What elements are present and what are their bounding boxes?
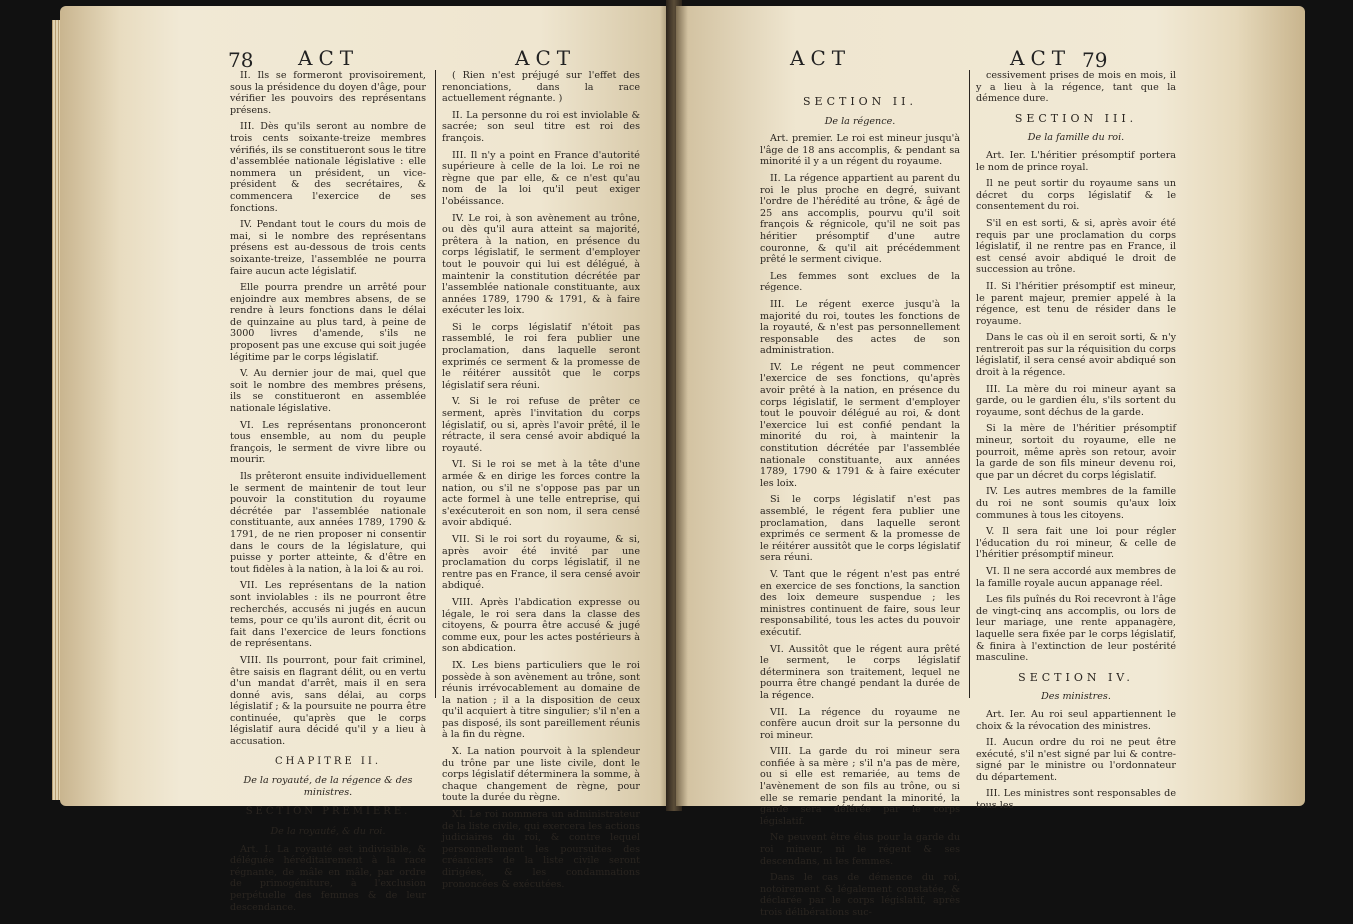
right-page xyxy=(676,6,1305,918)
paragraph: VIII. La garde du roi mineur sera confiée à sa mère ; s'il n'a pas de mère, ou si elle est remariée, au tems de l'avènement de son fils au trône, ou si elle se remarie pendant la minorité, la garde sera déférée par le corps législatif. xyxy=(760,746,960,827)
paragraph: Si le corps législatif n'étoit pas rassemblé, le roi fera publier une proclamation, dans laquelle seront exprimés ce serment & la promesse de le réitérer aussitôt que le corps législatif sera réuni. xyxy=(442,321,640,391)
paragraph: VI. Les représentans prononceront tous ensemble, au nom du peuple françois, le serment de vivre libre ou mourir. xyxy=(230,419,426,466)
paragraph: V. Au dernier jour de mai, quel que soit le nombre des membres présens, ils se constitueront en assemblée nationale législative. xyxy=(230,368,426,415)
paragraph: IV. Le régent ne peut commencer l'exercice de ses fonctions, qu'après avoir prêté à la nation, en présence du corps législatif, le serment d'employer tout le pouvoir délégué au roi, & dont l'exercice lui est confié pendant la minorité du roi, à maintenir la constitution décrétée par l'assemblée nationale constituante, aux années 1789, 1790 & 1791 & à faire exécuter les loix. xyxy=(760,361,960,489)
paragraph: Art. Ier. Au roi seul appartiennent le choix & la révocation des ministres. xyxy=(976,708,1176,732)
paragraph: V. Il sera fait une loi pour régler l'éducation du roi mineur, & celle de l'héritier présomptif mineur. xyxy=(976,526,1176,561)
running-head-2: ACT xyxy=(1010,46,1072,70)
paragraph: VI. Aussitôt que le régent aura prêté le serment, le corps législatif déterminera son traitement, lequel ne pourra être changé pendant la durée de la régence. xyxy=(760,643,960,701)
paragraph: II. Si l'héritier présomptif est mineur, le parent majeur, premier appelé à la régence, est tenu de résider dans le royaume. xyxy=(976,280,1176,327)
paragraph: II. La régence appartient au parent du roi le plus proche en degré, suivant l'ordre de l'hérédité au trône, & âgé de 25 ans accomplis, pourvu qu'il soit françois & régnicole, qu'il ne soit pas héritier présomptif d'une autre couronne, & qu'il ait précédemment prêté le serment civique. xyxy=(760,172,960,266)
paragraph: ( Rien n'est préjugé sur l'effet des renonciations, dans la race actuellement régnante. ) xyxy=(442,70,640,105)
page-number: 78 xyxy=(228,48,254,72)
right-column-1 xyxy=(760,88,960,924)
paragraph: Si la mère de l'héritier présomptif mineur, sortoit du royaume, elle ne pourroit, même après son retour, avoir la garde de son fils mineur devenu roi, que par un décret du corps législatif. xyxy=(976,423,1176,481)
paragraph: cessivement prises de mois en mois, il y a lieu à la régence, tant que la démence dure. xyxy=(976,70,1176,105)
paragraph: IV. Le roi, à son avènement au trône, ou dès qu'il aura atteint sa majorité, prêtera à la nation, en présence du corps législatif, le serment d'employer tout le pouvoir qui lui est délégué, à maintenir la constitution décrétée par l'assemblée nationale constituante, aux années 1789, 1790 & 1791, & à faire exécuter les loix. xyxy=(442,212,640,317)
section-title: SECTION IV. xyxy=(1018,670,1134,684)
paragraph: VIII. Ils pourront, pour fait criminel, être saisis en flagrant délit, ou en vertu d'un mandat d'arrêt, mais il en sera donné avis, sans délai, au corps législatif ; & la poursuite ne pourra être continuée, qu'après que le corps législatif aura décidé qu'il y a lieu à accusation. xyxy=(230,654,426,748)
paragraph: Art. Ier. L'héritier présomptif portera le nom de prince royal. xyxy=(976,149,1176,173)
paragraph: III. Les ministres sont responsables de tous les xyxy=(976,788,1176,812)
paragraph: VI. Si le roi se met à la tête d'une armée & en dirige les forces contre la nation, ou s'il ne s'oppose pas par un acte formel à une telle entreprise, qui s'exécuteroit en son nom, il sera censé avoir abdiqué. xyxy=(442,459,640,529)
paragraph: II. La personne du roi est inviolable & sacrée; son seul titre est roi des françois. xyxy=(442,109,640,144)
paragraph: IV. Les autres membres de la famille du roi ne sont soumis qu'aux loix communes à tous les citoyens. xyxy=(976,486,1176,521)
chapter-title: CHAPITRE II. xyxy=(274,755,382,767)
column-rule xyxy=(435,70,436,698)
paragraph: VI. Il ne sera accordé aux membres de la famille royale aucun appanage réel. xyxy=(976,565,1176,589)
right-column-2 xyxy=(976,70,1176,817)
section-title: SECTION PREMIERE. xyxy=(245,806,411,818)
paragraph: S'il en est sorti, & si, après avoir été requis par une proclamation du corps législatif, il ne rentre pas en France, il est censé avoir abdiqué le droit de succession au trône. xyxy=(976,217,1176,276)
chapter-subtitle: De la royauté, de la régence & des ministres. xyxy=(243,775,413,798)
running-head: ACT xyxy=(298,46,360,70)
section-subtitle: Des ministres. xyxy=(1041,691,1111,703)
paragraph: Il ne peut sortir du royaume sans un décret du corps législatif & le consentement du roi. xyxy=(976,178,1176,213)
paragraph: IV. Pendant tout le cours du mois de mai, si le nombre des représentans présens est au-dessous de trois cents soixante-treize, l'assemblée ne pourra faire aucun acte législatif. xyxy=(230,219,426,277)
paragraph: Art. premier. Le roi est mineur jusqu'à l'âge de 18 ans accomplis, & pendant sa minorité il y a un régent du royaume. xyxy=(760,133,960,168)
paragraph: Art. I. La royauté est indivisible, & déléguée héréditairement à la race régnante, de mâle en mâle, par ordre de primogéniture, à l'exclusion perpétuelle des femmes & de leur descendance. xyxy=(230,843,426,913)
paragraph: Elle pourra prendre un arrêté pour enjoindre aux membres absens, de se rendre à leurs fonctions dans le délai de quinzaine au plus tard, à peine de 3000 livres d'amende, s'ils ne proposent pas une excuse qui soit jugée légitime par le corps législatif. xyxy=(230,282,426,363)
left-page xyxy=(60,6,672,913)
paragraph: VIII. Après l'abdication expresse ou légale, le roi sera dans la classe des citoyens, & pourra être accusé & jugé comme eux, pour les actes postérieurs à son abdication. xyxy=(442,596,640,655)
running-head: ACT xyxy=(790,46,852,70)
section-title: SECTION III. xyxy=(1014,111,1138,125)
section-subtitle: De la régence. xyxy=(824,115,896,127)
paragraph: II. Ils se formeront provisoirement, sous la présidence du doyen d'âge, pour vérifier les pouvoirs des représentans présens. xyxy=(230,70,426,116)
paragraph: IX. Les biens particuliers que le roi possède à son avènement au trône, sont réunis irrévocablement au domaine de la nation ; il a la disposition de ceux qu'il acquiert à titre singulier; s'il n'en a pas disposé, ils sont pareillement réunis à la fin du règne. xyxy=(442,659,640,741)
paragraph: X. La nation pourvoit à la splendeur du trône par une liste civile, dont le corps législatif déterminera la somme, à chaque changement de règne, pour toute la durée du règne. xyxy=(442,746,640,804)
paragraph: Si le corps législatif n'est pas assemblé, le régent fera publier une proclamation, dans laquelle seront exprimés ce serment & la promesse de le réitérer aussitôt que le corps législatif sera réuni. xyxy=(760,494,960,564)
paragraph: VII. La régence du royaume ne confère aucun droit sur la personne du roi mineur. xyxy=(760,706,960,741)
paragraph: V. Si le roi refuse de prêter ce serment, après l'invitation du corps législatif, ou si, après l'avoir prêté, il le rétracte, il sera censé avoir abdiqué la royauté. xyxy=(442,396,640,454)
paragraph: Ne peuvent être élus pour la garde du roi mineur, ni le régent & ses descendans, ni les femmes. xyxy=(760,832,960,867)
paragraph: III. Dès qu'ils seront au nombre de trois cents soixante-treize membres vérifiés, ils se constitueront sous le titre d'assemblée nationale législative : elle nommera un président, un vice-président & des secrétaires, & commencera l'exercice de ses fonctions. xyxy=(230,121,426,214)
paragraph: Dans le cas où il en seroit sorti, & n'y rentreroit pas sur la réquisition du corps législatif, il sera censé avoir abdiqué son droit à la régence. xyxy=(976,332,1176,379)
paragraph: Les fils puînés du Roi recevront à l'âge de vingt-cinq ans accomplis, ou lors de leur mariage, une rente appanagère, laquelle sera fixée par le corps législatif, & finira à l'extinction de leur postérité masculine. xyxy=(976,594,1176,664)
section-subtitle: De la famille du roi. xyxy=(1027,132,1125,144)
section-title: SECTION II. xyxy=(803,95,917,108)
paragraph: V. Tant que le régent n'est pas entré en exercice de ses fonctions, la sanction des loix demeure suspendue ; les ministres continuent de faire, sous leur responsabilité, tous les actes du pouvoir exécutif. xyxy=(760,568,960,638)
paragraph: Ils prêteront ensuite individuellement le serment de maintenir de tout leur pouvoir la constitution du royaume décrétée par l'assemblée nationale constituante, aux années 1789, 1790 & 1791, de ne rien proposer ni consentir dans le cours de la législature, qui puisse y porter atteinte, & d'être en tout fidèles à la nation, à la loi & au roi. xyxy=(230,471,426,575)
open-book xyxy=(60,0,1305,918)
column-rule xyxy=(969,70,970,698)
running-head-2: ACT xyxy=(515,46,577,70)
paragraph: III. Le régent exerce jusqu'à la majorité du roi, toutes les fonctions de la royauté, & n'est pas personnellement responsable des actes de son administration. xyxy=(760,298,960,357)
paragraph: III. La mère du roi mineur ayant sa garde, ou le gardien élu, s'ils sortent du royaume, sont déchus de la garde. xyxy=(976,383,1176,418)
paragraph: Dans le cas de démence du roi, notoirement & légalement constatée, & déclarée par le corps législatif, après trois délibérations suc- xyxy=(760,872,960,918)
paragraph: Les femmes sont exclues de la régence. xyxy=(760,270,960,294)
page-number: 79 xyxy=(1082,48,1108,72)
section-subtitle: De la royauté, & du roi. xyxy=(270,826,386,838)
paragraph: XI. Le roi nommera un administrateur de la liste civile, qui exercera les actions judiciaires du roi, & contre lequel personnellement les poursuites des créanciers de la liste civile seront dirigées, & les condamnations prononcées & exécutées. xyxy=(442,809,640,890)
paragraph: VII. Les représentans de la nation sont inviolables : ils ne pourront être recherchés, accusés ni jugés en aucun tems, pour ce qu'ils auront dit, écrit ou fait dans l'exercice de leurs fonctions de représentans. xyxy=(230,580,426,650)
paragraph: III. Il n'y a point en France d'autorité supérieure à celle de la loi. Le roi ne règne que par elle, & ce n'est qu'au nom de la loi qu'il peut exiger l'obéissance. xyxy=(442,149,640,207)
left-column-2 xyxy=(442,70,640,895)
paragraph: VII. Si le roi sort du royaume, & si, après avoir été invité par une proclamation du corps législatif, il ne rentre pas en France, il sera censé avoir abdiqué. xyxy=(442,533,640,592)
left-column-1 xyxy=(230,70,426,918)
paragraph: II. Aucun ordre du roi ne peut être exécuté, s'il n'est signé par lui & contre-signé par le ministre ou l'ordonnateur du département. xyxy=(976,737,1176,783)
